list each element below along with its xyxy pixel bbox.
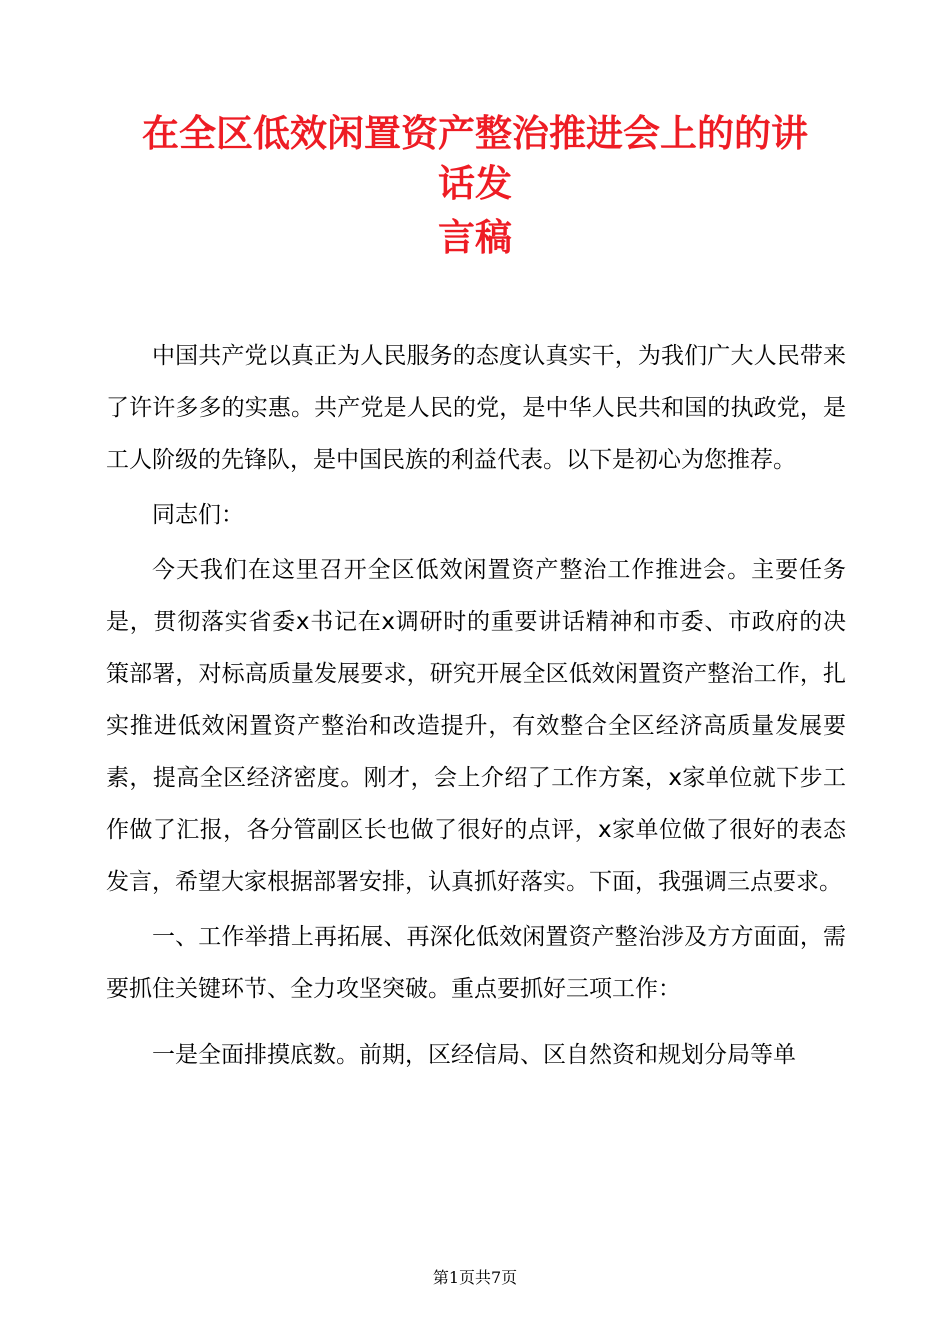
document-title-line-3: 言稿 (438, 216, 512, 259)
page-number-footer: 第1页共7页 (432, 1268, 518, 1287)
opening-paragraph: 今天我们在这里召开全区低效闲置资产整治工作推进会。主要任务是，贯彻落实省委x书记在x调研时的重要讲话精神和市委、市政府的决策部署，对标高质量发展要求，研究开展全区低效闲置资产整治工作，扎实推进低效闲置资产整治和改造提升，有效整合全区经济高质量发展要素，提高全区经济密度。刚才，会上介绍了工作方案，x家单位就下步工作做了汇报，各分管副区长也做了很好的点评，x家单位做了很好的表态发言，希望大家根据部署安排，认真抓好落实。下面，我强调三点要求。 (106, 557, 846, 895)
salutation-paragraph: 同志们： (152, 502, 244, 528)
point-one-paragraph: 一是全面排摸底数。前期，区经信局、区自然资和规划分局等单 (152, 1042, 796, 1068)
intro-paragraph: 中国共产党以真正为人民服务的态度认真实干，为我们广大人民带来了许许多多的实惠。共产党是人民的党，是中华人民共和国的执政党，是工人阶级的先锋队，是中国民族的利益代表。以下是初心为您推荐。 (106, 343, 846, 473)
document-body (106, 330, 846, 1084)
section-one-paragraph: 一、工作举措上再拓展、再深化低效闲置资产整治涉及方方面面，需要抓住关键环节、全力攻坚突破。重点要抓好三项工作： (106, 924, 846, 1002)
document-title-line-1: 在全区低效闲置资产整治推进会上的的讲 (142, 112, 808, 155)
document-title-line-2: 话发 (438, 162, 512, 205)
